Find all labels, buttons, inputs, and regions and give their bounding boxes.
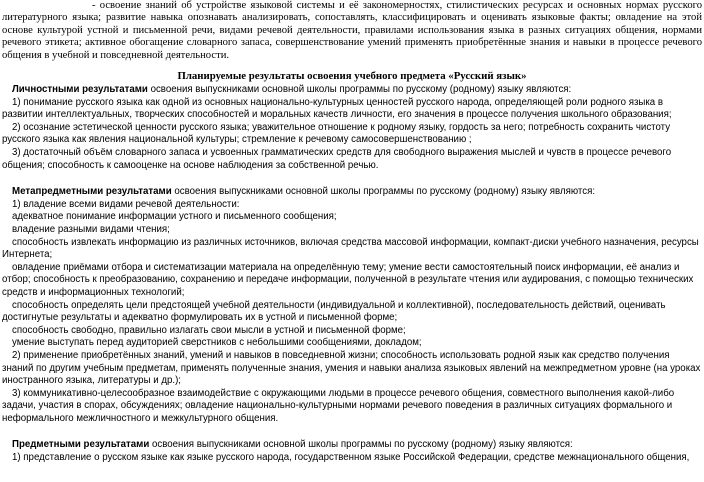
section-heading: Планируемые результаты освоения учебного предмета «Русский язык» <box>177 70 527 83</box>
meta-results-lead <box>2 186 702 199</box>
personal-results-lead-text: освоения выпускниками основной школы программы по русскому (родному) языку являются: <box>147 84 572 96</box>
list-item: 1) представление о русском языке как языке русского народа, государственном языке Российской Федерации, средстве межнационального общения, <box>12 452 690 464</box>
subject-results-title: Предметными результатами <box>12 439 150 451</box>
subject-results-lead-text: освоения выпускниками основной школы программы по русскому (родному) языку являются: <box>149 439 573 451</box>
meta-results-section <box>2 186 702 425</box>
personal-results-section <box>2 84 702 172</box>
list-item: умение выступать перед аудиторией сверстников с небольшими сообщениями, докладом; <box>12 337 422 349</box>
list-item: адекватное понимание информации устного и письменного сообщения; <box>12 211 337 223</box>
list-item: 1) понимание русского языка как одной из основных национально-культурных ценностей русского народа, определяющей роли родного языка в развитии интеллектуальных, творческих способностей и моральных качеств личности, его значения в процессе получения школьного образования; <box>2 96 672 121</box>
meta-results-title: Метапредметными результатами <box>12 186 172 198</box>
list-item: способность извлекать информацию из различных источников, включая средства массовой информации, компакт-диски учебного назначения, ресурсы Интернета; <box>2 236 699 261</box>
meta-results-lead-text: освоения выпускниками основной школы программы по русскому (родному) языку являются: <box>171 186 596 198</box>
list-item: 3) коммуникативно-целесообразное взаимодействие с окружающими людьми в процессе речевого общения, совместного выполнения какой-либо задачи, участия в спорах, обсуждениях; овладение национально-культурными нормами речевого поведения в различных ситуациях формального и неформального межличностного и межкультурного общения. <box>2 387 675 424</box>
personal-results-lead <box>2 84 702 97</box>
list-item: 3) достаточный объём словарного запаса и усвоенных грамматических средств для свободного выражения мыслей и чувств в процессе речевого общения; способность к самооценке на основе наблюдения за собственной речью. <box>2 147 672 171</box>
list-item: способность определять цели предстоящей учебной деятельности (индивидуальной и коллективной), последовательность действий, оценивать достигнутые результаты и адекватно формулировать их в устной и письменной форме; <box>2 299 666 324</box>
list-item: 1) владение всеми видами речевой деятельности: <box>12 198 240 210</box>
intro-paragraph: - освоение знаний об устройстве языковой системы и её закономерностях, стилистических ресурсах и основных нормах русского литературного языка; развитие навыка опознавать анализировать, сопоставлять, классифицировать и оценивать языковые факты; овладение на этой основе культурой устной и письменной речи, видами речевой деятельности, правилами использования языка в разных ситуациях общения, нормами речевого этикета; активное обогащение словарного запаса, совершенствование умений применять приобретённые знания и навыки в процессе речевого общения в учебной и повседневной деятельности. <box>2 0 702 61</box>
list-item: способность свободно, правильно излагать свои мысли в устной и письменной форме; <box>12 324 406 336</box>
list-item: владение разными видами чтения; <box>12 223 170 235</box>
subject-results-section <box>2 439 702 464</box>
list-item: 2) осознание эстетической ценности русского языка; уважительное отношение к родному языку, гордость за него; потребность сохранить чистоту русского языка как явления национальной культуры; стремление к речевому самосовершенствованию ; <box>2 121 671 146</box>
personal-results-title: Личностными результатами <box>12 84 148 96</box>
list-item: 2) применение приобретённых знаний, умений и навыков в повседневной жизни; способность использовать родной язык как средство получения знаний по другим учебным предметам, применять полученные знания, умения и навыки анализа языковых явлений на межпредметном уровне (на уроках иностранного языка, литературы и др.); <box>2 349 701 387</box>
subject-results-lead <box>2 439 702 452</box>
list-item: овладение приёмами отбора и систематизации материала на определённую тему; умение вести самостоятельный поиск информации, её анализ и отбор; способность к преобразованию, сохранению и передаче информации, полученной в результате чтения или аудирования, с помощью технических средств и информационных технологий; <box>2 261 694 298</box>
